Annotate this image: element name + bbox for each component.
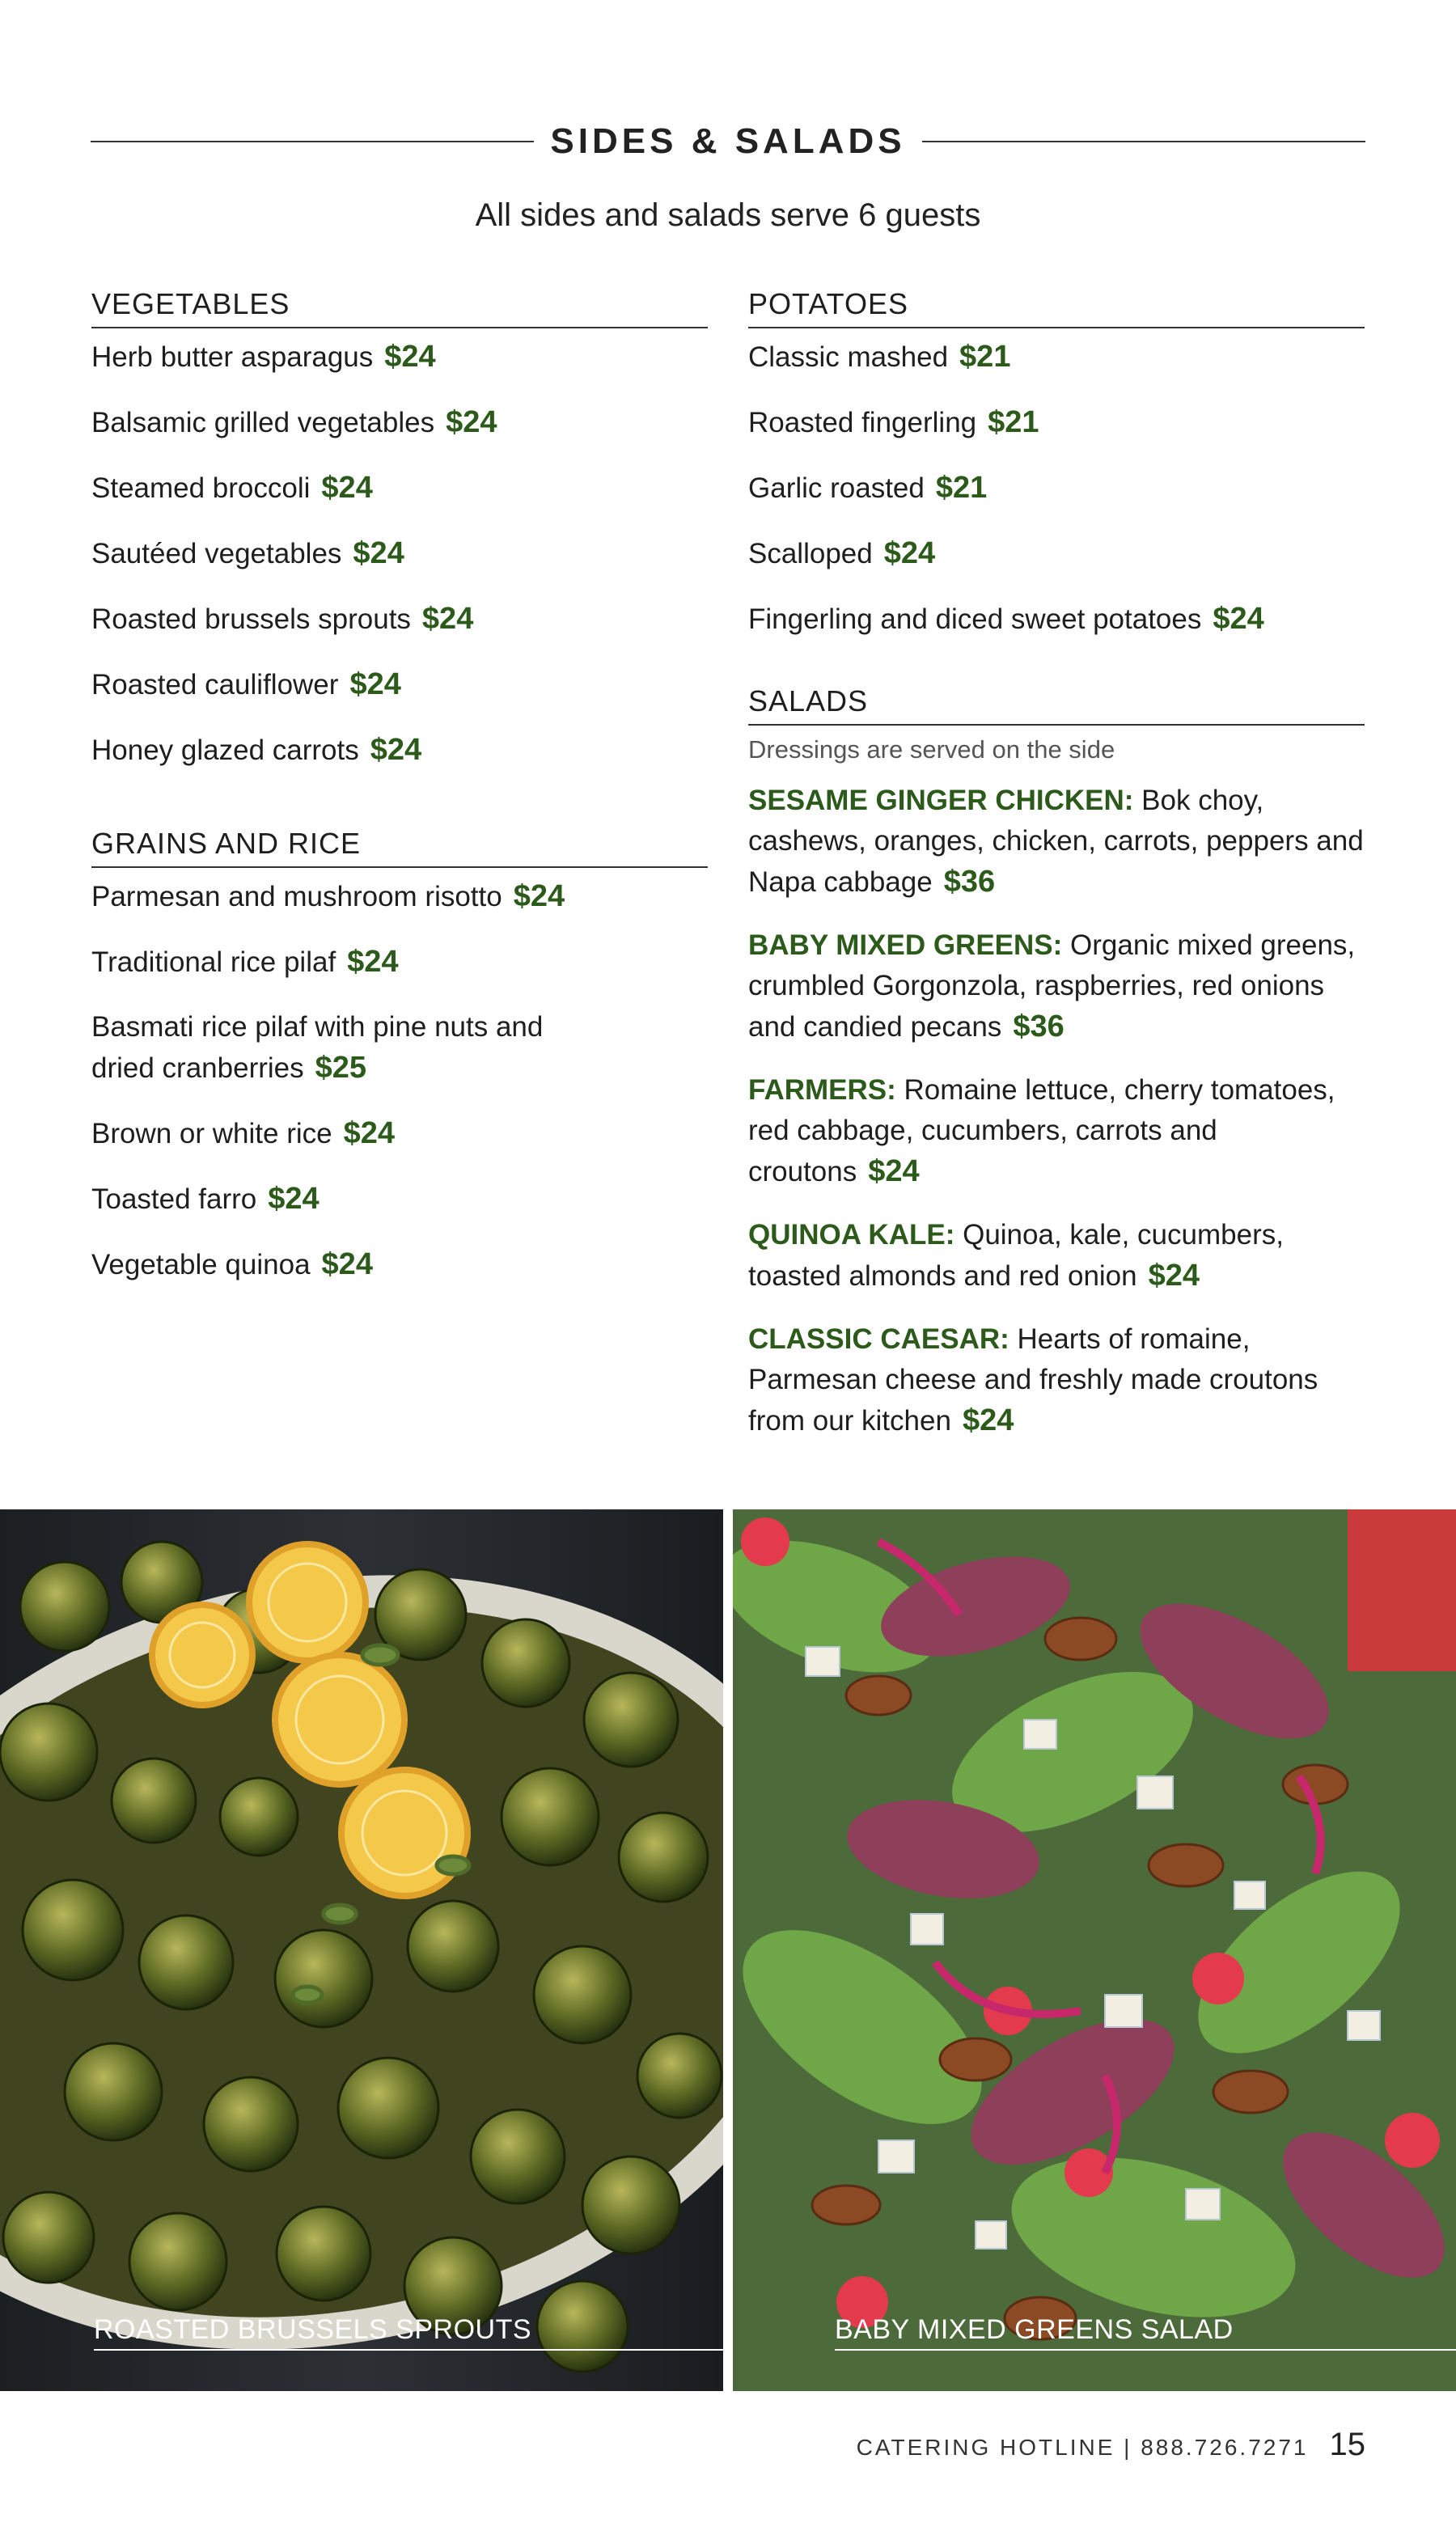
item-price: $21 bbox=[935, 471, 988, 505]
salad-item bbox=[748, 1215, 1365, 1297]
salad-name: BABY MIXED GREENS: bbox=[748, 929, 1063, 961]
mixed-greens-photo bbox=[733, 1509, 1456, 2391]
page-header bbox=[91, 113, 1365, 170]
page-subtitle: All sides and salads serve 6 guests bbox=[475, 197, 981, 233]
section-heading-grains: GRAINS AND RICE bbox=[91, 824, 708, 868]
menu-item bbox=[748, 533, 1365, 574]
item-price: $24 bbox=[384, 340, 436, 374]
menu-item bbox=[91, 599, 708, 640]
menu-item bbox=[91, 1113, 708, 1154]
item-price: $24 bbox=[1148, 1259, 1200, 1293]
menu-item bbox=[91, 1179, 708, 1220]
salad-description: Organic mixed greens, crumbled Gorgonzola, raspberries, red onions and candied pecans bbox=[748, 929, 1356, 1043]
menu-item bbox=[91, 402, 708, 443]
item-price: $24 bbox=[321, 471, 373, 505]
salad-item bbox=[748, 781, 1365, 903]
item-name: Roasted fingerling bbox=[748, 407, 977, 438]
page-title: SIDES & SALADS bbox=[550, 121, 906, 161]
menu-item bbox=[91, 942, 708, 983]
menu-item bbox=[91, 1007, 577, 1089]
item-name: Steamed broccoli bbox=[91, 472, 311, 504]
item-name: Honey glazed carrots bbox=[91, 734, 359, 766]
salad-item bbox=[748, 1319, 1365, 1441]
caption-rule-left bbox=[94, 2349, 723, 2351]
item-price: $24 bbox=[321, 1247, 373, 1281]
item-name: Balsamic grilled vegetables bbox=[91, 407, 435, 438]
item-price: $24 bbox=[353, 536, 404, 570]
menu-item bbox=[748, 468, 1365, 509]
page-footer bbox=[857, 2427, 1365, 2463]
item-name: Classic mashed bbox=[748, 341, 949, 373]
menu-item bbox=[748, 336, 1365, 378]
section-heading-salads: SALADS bbox=[748, 682, 1365, 726]
item-price: $36 bbox=[1013, 1009, 1064, 1043]
salad-item bbox=[748, 1070, 1365, 1192]
item-name: Basmati rice pilaf with pine nuts and dried cranberries bbox=[91, 1011, 544, 1084]
salad-description: Bok choy, cashews, oranges, chicken, carrots, peppers and Napa cabbage bbox=[748, 785, 1364, 898]
item-price: $24 bbox=[868, 1154, 920, 1188]
menu-item bbox=[91, 468, 708, 509]
left-column bbox=[91, 285, 708, 1310]
item-name: Roasted brussels sprouts bbox=[91, 603, 411, 635]
item-name: Sautéed vegetables bbox=[91, 538, 342, 569]
brussels-sprouts-illustration bbox=[0, 1509, 723, 2391]
caption-rule-right bbox=[835, 2349, 1456, 2351]
item-price: $25 bbox=[315, 1051, 367, 1085]
photo-caption-left: ROASTED BRUSSELS SPROUTS bbox=[94, 2314, 532, 2345]
item-name: Parmesan and mushroom risotto bbox=[91, 881, 502, 912]
section-heading-potatoes: POTATOES bbox=[748, 285, 1365, 328]
menu-item bbox=[748, 599, 1365, 640]
item-name: Brown or white rice bbox=[91, 1118, 332, 1149]
salad-description: Romaine lettuce, cherry tomatoes, red cabbage, cucumbers, carrots and croutons bbox=[748, 1074, 1335, 1187]
salad-name: FARMERS: bbox=[748, 1074, 896, 1106]
item-price: $24 bbox=[343, 1116, 396, 1150]
item-name: Vegetable quinoa bbox=[91, 1249, 311, 1280]
menu-item bbox=[91, 1244, 708, 1285]
item-price: $21 bbox=[988, 405, 1039, 439]
item-price: $24 bbox=[962, 1403, 1014, 1437]
item-name: Traditional rice pilaf bbox=[91, 946, 336, 978]
item-price: $36 bbox=[943, 865, 996, 899]
item-price: $24 bbox=[349, 667, 401, 701]
header-rule-left bbox=[91, 141, 534, 142]
item-price: $24 bbox=[347, 945, 399, 979]
dressing-note: Dressings are served on the side bbox=[748, 735, 1115, 764]
item-name: Roasted cauliflower bbox=[91, 669, 339, 700]
item-name: Garlic roasted bbox=[748, 472, 925, 504]
item-name: Herb butter asparagus bbox=[91, 341, 374, 373]
salad-name: QUINOA KALE: bbox=[748, 1219, 955, 1251]
brussels-sprouts-photo bbox=[0, 1509, 723, 2391]
salad-name: CLASSIC CAESAR: bbox=[748, 1323, 1009, 1355]
item-name: Fingerling and diced sweet potatoes bbox=[748, 603, 1202, 635]
header-rule-right bbox=[922, 141, 1365, 142]
menu-item bbox=[748, 402, 1365, 443]
photo-strip bbox=[0, 1509, 1456, 2391]
item-price: $24 bbox=[370, 733, 422, 767]
item-name: Scalloped bbox=[748, 538, 873, 569]
salad-name: SESAME GINGER CHICKEN: bbox=[748, 785, 1134, 816]
menu-item bbox=[91, 730, 708, 771]
item-price: $24 bbox=[268, 1182, 320, 1216]
item-price: $24 bbox=[513, 879, 565, 913]
menu-item bbox=[91, 664, 708, 705]
page-number: 15 bbox=[1329, 2427, 1365, 2462]
menu-item bbox=[91, 533, 708, 574]
item-price: $21 bbox=[959, 340, 1011, 374]
item-price: $24 bbox=[1213, 602, 1264, 636]
photo-caption-right: BABY MIXED GREENS SALAD bbox=[835, 2314, 1234, 2345]
catering-hotline: CATERING HOTLINE | 888.726.7271 bbox=[856, 2435, 1309, 2460]
menu-item bbox=[91, 876, 674, 917]
item-price: $24 bbox=[446, 405, 497, 439]
item-name: Toasted farro bbox=[91, 1183, 257, 1215]
salad-description: Hearts of romaine, Parmesan cheese and freshly made croutons from our kitchen bbox=[748, 1323, 1318, 1437]
right-column bbox=[748, 285, 1365, 1464]
menu-item bbox=[91, 336, 708, 378]
mixed-greens-illustration bbox=[733, 1509, 1456, 2391]
item-price: $24 bbox=[883, 536, 936, 570]
item-price: $24 bbox=[421, 602, 474, 636]
salad-item bbox=[748, 925, 1365, 1048]
section-heading-vegetables: VEGETABLES bbox=[91, 285, 708, 328]
salad-description: Quinoa, kale, cucumbers, toasted almonds and red onion bbox=[748, 1219, 1284, 1292]
